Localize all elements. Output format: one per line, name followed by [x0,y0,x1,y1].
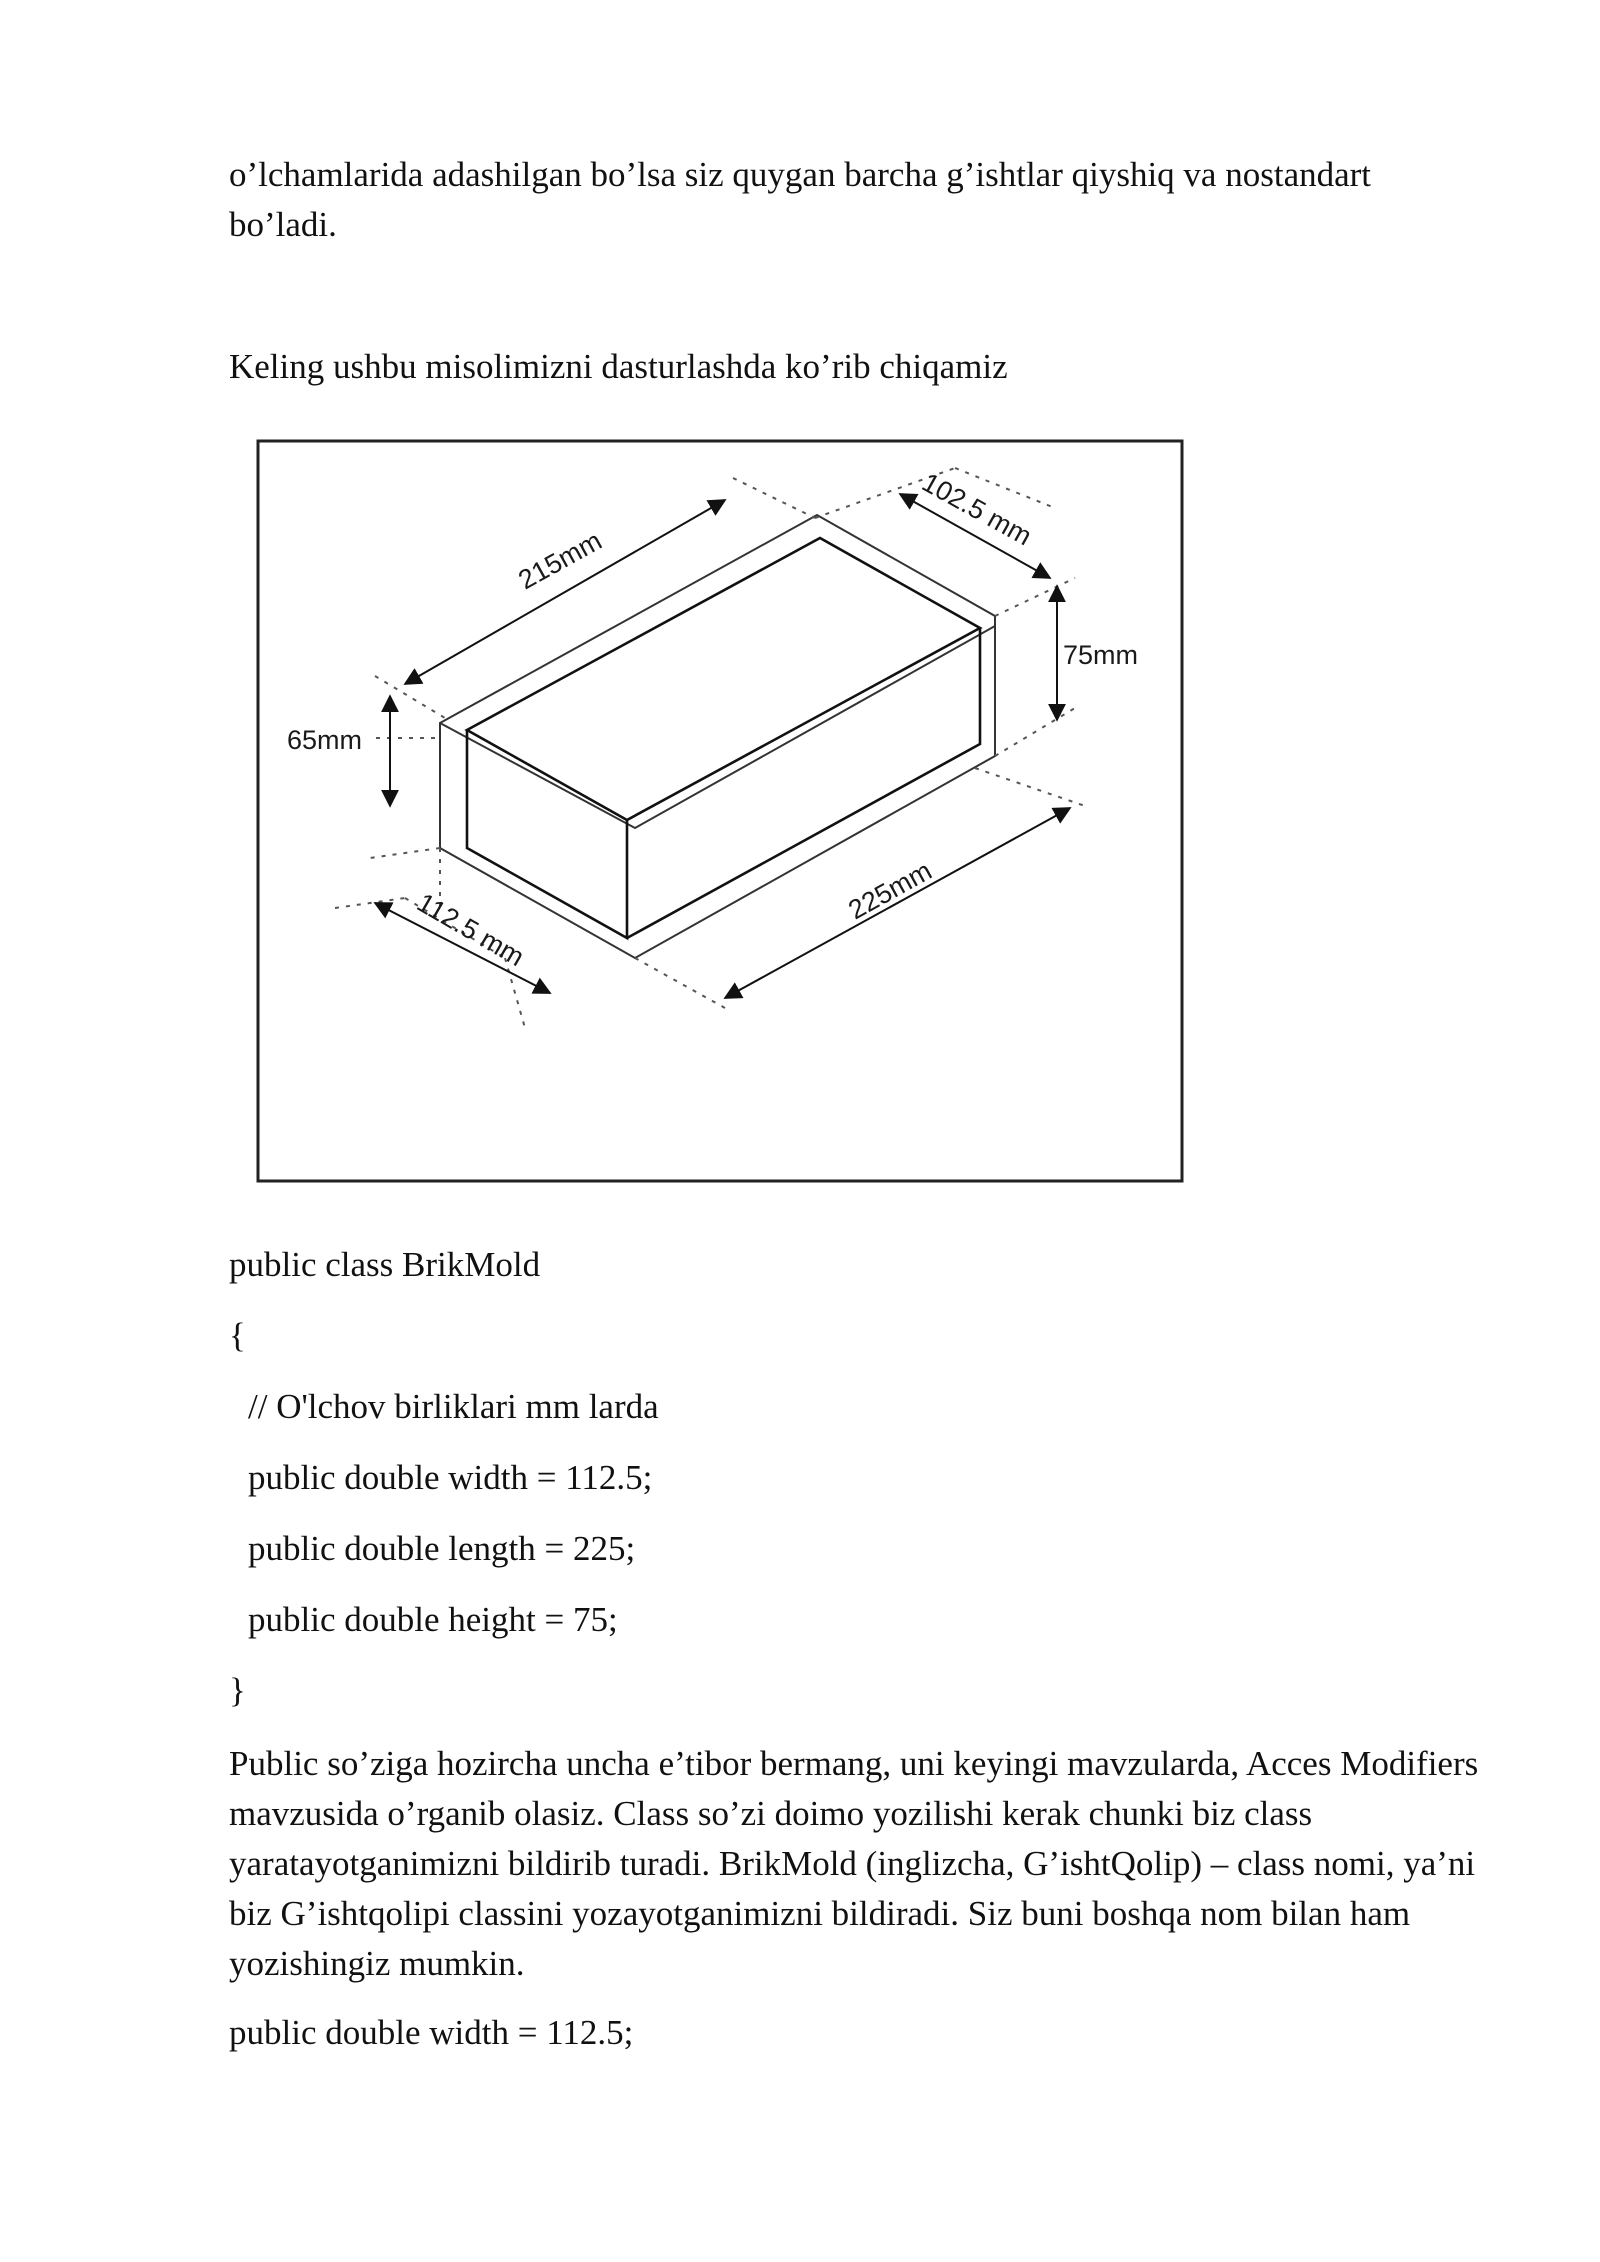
brick-diagram [255,438,1185,1184]
code-open-brace: { [229,1316,246,1355]
code-length-field: public double length = 225; [248,1529,636,1568]
trailing-code-line: public double width = 112.5; [229,2013,634,2052]
label-65mm: 65mm [287,725,363,755]
lead-sentence: Keling ushbu misolimizni dasturlashda ko’rib chiqamiz [229,347,1008,386]
code-comment: // O'lchov birliklari mm larda [248,1387,659,1426]
label-112-5mm: 112.5 mm [412,887,530,973]
code-height-field: public double height = 75; [248,1600,618,1639]
code-class-declaration: public class BrikMold [229,1245,541,1284]
figure-frame [258,441,1182,1181]
label-225mm: 225mm [843,855,937,926]
intro-paragraph: o’lchamlarida adashilgan bo’lsa siz quygan barcha g’ishtlar qiyshiq va nostandart bo’ladi. [229,155,1372,244]
code-width-field: public double width = 112.5; [248,1458,653,1497]
label-215mm: 215mm [513,525,607,596]
label-102-5mm: 102.5 mm [917,467,1037,552]
code-close-brace: } [229,1671,246,1710]
explanation-paragraph: Public so’ziga hozircha uncha e’tibor bermang, uni keyingi mavzularda, Acces Modifiers mavzusida o’rganib olasiz. Class so’zi doimo yozilishi kerak chunki biz class yaratayotganimizni bildirib turadi. BrikMold (inglizcha, G’ishtQolip) – class nomi, ya’ni biz G’ishtqolipi classini yozayotganimizni bildiradi. Siz buni boshqa nom bilan ham yozishingiz mumkin. [229,1744,1479,1983]
label-75mm: 75mm [1063,640,1139,670]
